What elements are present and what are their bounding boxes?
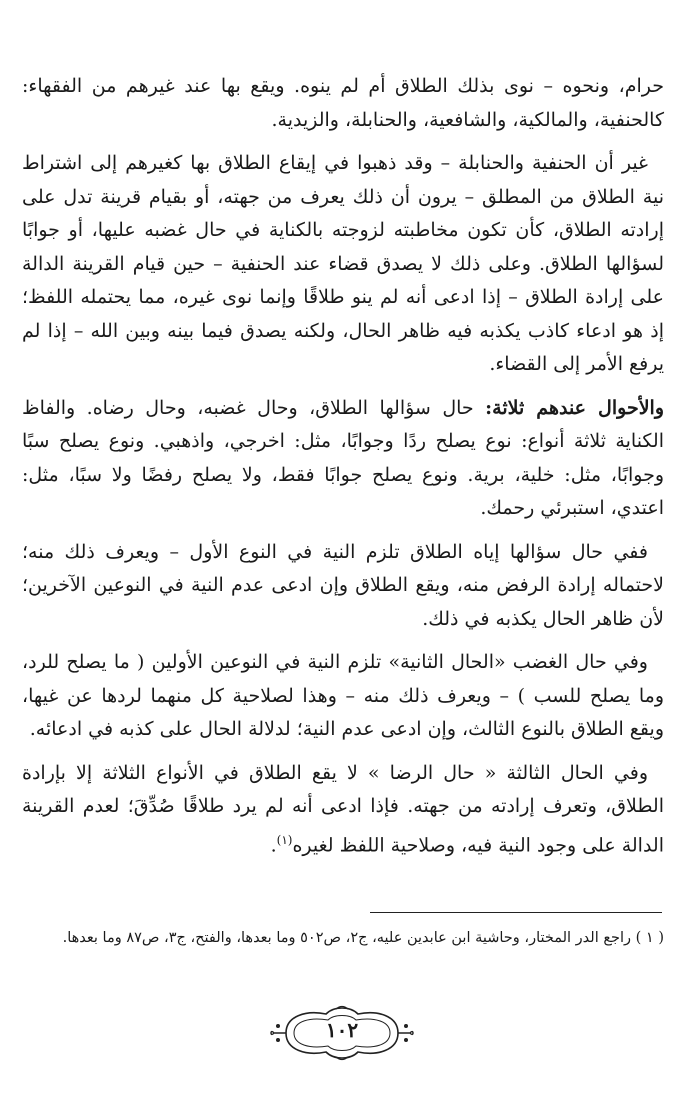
footnote <box>22 924 664 952</box>
footnote-text: ( ١ ) راجع الدر المختار، وحاشية ابن عابدين عليه، ج٢، ص٥٠٢ وما بعدها، والفتح، ج٣، ص٨٧ وما بعدها. <box>62 930 664 946</box>
paragraph-1 <box>22 70 664 137</box>
paragraph-6-text: وفي الحال الثالثة « حال الرضا » لا يقع الطلاق في الأنواع الثلاثة إلا بإرادة الطلاق، وتعرف إرادته من جهته. فإذا ادعى أنه لم يرد طلاقًا صُدِّقَ؛ لعدم القرينة الدالة على وجود النية فيه، وصلاحية اللفظ لغيره <box>22 761 664 856</box>
page-number-ornament <box>266 1004 418 1062</box>
paragraph-3-heading: والأحوال عندهم ثلاثة: <box>485 396 664 419</box>
paragraph-6-end: . <box>270 833 277 856</box>
paragraph-5 <box>22 646 664 747</box>
footnote-reference[interactable]: (١) <box>276 832 293 847</box>
main-text <box>22 70 664 872</box>
paragraph-4 <box>22 536 664 637</box>
paragraph-1-text: حرام، ونحوه – نوى بذلك الطلاق أم لم ينوه. ويقع بها عند غيرهم من الفقهاء: كالحنفية، والمالكية، والشافعية، والحنابلة، والزيدية. <box>22 75 664 131</box>
paragraph-2 <box>22 147 664 382</box>
footnote-divider <box>370 912 662 913</box>
paragraph-5-text: وفي حال الغضب «الحال الثانية» تلزم النية في النوعين الأولين ( ما يصلح للرد، وما يصلح للسب ) – ويعرف ذلك منه – وهذا لصلاحية كل منهما لردها عن غيها، ويقع الطلاق بالنوع الثالث، وإن ادعى عدم النية؛ لدلالة الحال على كذبه في ادعائه. <box>22 651 664 740</box>
paragraph-2-text: غير أن الحنفية والحنابلة – وقد ذهبوا في إيقاع الطلاق بها كغيرهم إلى اشتراط نية الطلاق من المطلق – يرون أن ذلك يعرف من جهته، أو بقيام قرينة تدل على إرادته الطلاق، كأن تكون مخاطبته لزوجته بالكناية في حال غضبه عليها، أو جوابًا لسؤالها الطلاق. وعلى ذلك لا يصدق قضاء عند الحنفية – حين قيام القرينة الدالة على إرادة الطلاق – إذا ادعى أنه لم ينو طلاقًا وإنما نوى غيره، مما يحتمله اللفظ؛ إذ هو ادعاء كاذب يكذبه فيه ظاهر الحال، ولكنه يصدق فيما بينه وبين الله – إذا لم يرفع الأمر إلى القضاء. <box>22 152 664 375</box>
paragraph-3 <box>22 392 664 526</box>
paragraph-6 <box>22 757 664 863</box>
paragraph-4-text: ففي حال سؤالها إياه الطلاق تلزم النية في النوع الأول – ويعرف ذلك منه؛ لاحتماله إرادة الرفض منه، ويقع الطلاق وإن ادعى عدم النية في النوعين الآخرين؛ لأن ظاهر الحال يكذبه في ذلك. <box>22 540 664 630</box>
paragraph-3-text: حال سؤالها الطلاق، وحال غضبه، وحال رضاه. والفاظ الكناية ثلاثة أنواع: نوع يصلح ردًا وجوابًا، مثل: اخرجي، واذهبي. ونوع يصلح سبًا وجوابًا، مثل: خلية، برية. ونوع يصلح جوابًا فقط، ولا يصلح رفضًا ولا سبًا، مثل: اعتدي، استبرئي رحمك. <box>22 396 664 519</box>
page-number: ١٠٢ <box>325 1018 359 1042</box>
